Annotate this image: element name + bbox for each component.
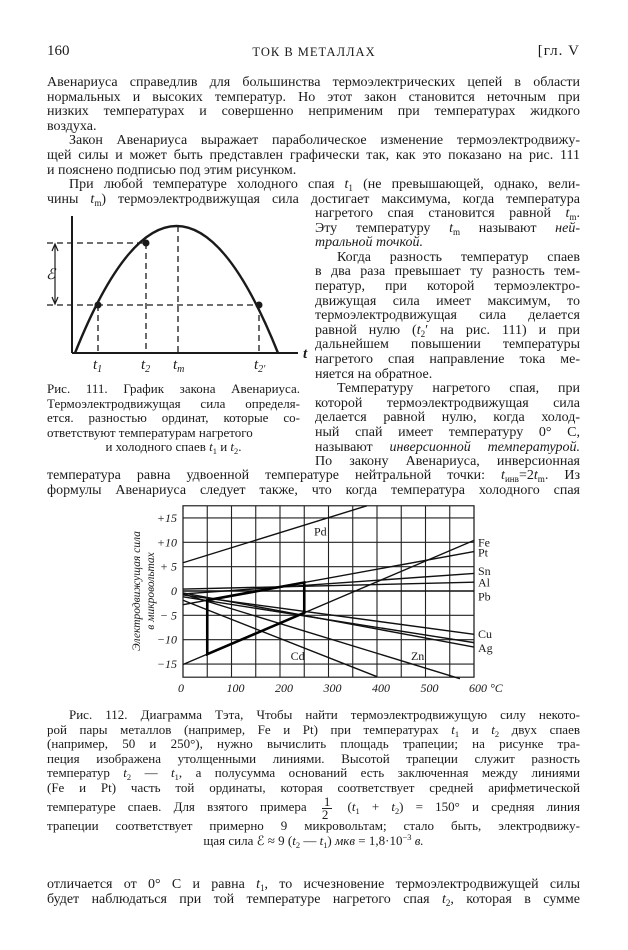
text-line: Когда разность температур спаев xyxy=(337,249,580,265)
text-line: ется. разностью ординат, которые со- xyxy=(47,410,300,425)
text-line: равной нулю ($t_2'$ на рис. 111) и при xyxy=(315,322,581,339)
text-line: термоэлектродвижущая сила делается xyxy=(315,308,580,324)
figure-112-thomson-diagram xyxy=(110,495,510,700)
text-line: температура равна удвоенной температуре нейтральной точки: $t_{инв}=2t_m$. Из xyxy=(47,468,581,484)
italic-text: t xyxy=(344,177,349,193)
subscript: 2 xyxy=(234,446,239,456)
subscript: 1 xyxy=(348,183,353,194)
series-label-pd: Pd xyxy=(313,524,327,539)
text-line: движущая сила имеет максимум, то xyxy=(315,293,580,309)
italic-text: мкв xyxy=(335,832,356,848)
text-line: Температуру нагретого спая, при xyxy=(337,381,580,397)
subscript: 1 xyxy=(454,728,460,739)
italic-text: t xyxy=(491,721,495,737)
y-tick-label: −15 xyxy=(156,657,177,672)
italic-text: t xyxy=(123,765,127,780)
text-block-middle xyxy=(47,469,580,498)
subscript: m xyxy=(569,212,577,222)
italic-text: t xyxy=(565,206,570,221)
italic-text: t xyxy=(533,468,538,483)
series-label-sn: Sn xyxy=(478,564,491,579)
italic-text: инверсионной температурой. xyxy=(389,439,580,455)
x-tick-label: 600 °C xyxy=(469,681,503,695)
text-line: и пояснено подписью под этим рисунком. xyxy=(47,162,297,178)
text-line: делается равной нулю, когда холод- xyxy=(315,410,580,426)
subscript: 2 xyxy=(126,772,132,782)
italic-text: тральной точкой. xyxy=(315,235,423,251)
italic-text: ней- xyxy=(555,220,580,236)
series-label-fe: Fe xyxy=(478,535,490,550)
series-label-zn: Zn xyxy=(410,648,425,663)
italic-text: t xyxy=(230,439,235,454)
italic-text: t xyxy=(416,322,421,338)
series-line-pd xyxy=(183,506,367,563)
tick-label-t4: $t_{2'}$ xyxy=(254,357,266,375)
chapter-reference: [гл. V xyxy=(537,43,580,59)
subscript: 1 xyxy=(323,839,328,850)
caption-text: $(t_1 + t_2) = 150^\circ$ и средняя линия xyxy=(347,799,580,816)
page-number: 160 xyxy=(47,43,70,59)
italic-text: t xyxy=(90,191,95,207)
text-block-bottom xyxy=(47,878,580,907)
text-line: отличается от 0° С и равна $t_1$, то исчезновение термоэлектродвижущей силы xyxy=(47,877,580,893)
subscript: 1 xyxy=(212,446,217,456)
subscript: инв xyxy=(504,474,519,484)
text-line: чины $t_m$) термоэлектродвижущая сила достигает максимума, когда температура xyxy=(47,191,580,208)
running-title: ТОК В МЕТАЛЛАХ xyxy=(252,45,376,59)
caption-line: и холодного спаев $t_1$ и $t_2$. xyxy=(105,439,242,456)
subscript: 1 xyxy=(174,772,179,782)
italic-text: t xyxy=(391,799,395,814)
text-line: щей силы и может быть представлен графически так, как это показано на рис. 111 xyxy=(47,147,580,163)
y-tick-label: +15 xyxy=(156,510,177,525)
x-tick-label: 500 xyxy=(420,681,439,695)
text-line: нагретого спая становится равной $t_m$. xyxy=(315,206,580,222)
caption-formula: щая сила ℰ ≈ 9 ($t_2$ — $t_1$) мкв = $1,8\cdot 10^{-3}$ в. xyxy=(203,831,424,850)
italic-text: t xyxy=(449,220,453,236)
italic-text: t xyxy=(351,799,356,814)
dashed-guides xyxy=(47,226,259,353)
text-line: ный спай имеет температуру 0° С, xyxy=(315,424,580,440)
fraction-denominator: 2 xyxy=(321,806,329,822)
fraction xyxy=(321,793,333,822)
subscript: m xyxy=(452,226,461,237)
fraction-numerator: 1 xyxy=(323,793,331,809)
x-tick-label: 200 xyxy=(275,681,293,695)
text-line: Рис. 111. График закона Авенариуса. xyxy=(47,381,300,396)
text-line: Термоэлектродвижущая сила определя- xyxy=(47,395,300,411)
caption-text: температуре спаев. Для взятого примера xyxy=(47,799,307,814)
text-line: низких температурах и совершенно неприменим при температурах жидкого xyxy=(47,104,580,120)
series-label-cd: Cd xyxy=(290,648,305,663)
text-line xyxy=(315,236,580,251)
x-tick-label: 100 xyxy=(226,681,245,695)
point-t2 xyxy=(143,240,150,247)
x-tick-label: 300 xyxy=(323,681,342,695)
tick-label-t1: $t_1$ xyxy=(93,357,103,375)
text-line: Закон Авенариуса выражает параболическое изменение термоэлектродвижу- xyxy=(69,133,580,149)
italic-text: t xyxy=(441,891,446,907)
figure-111-caption xyxy=(47,382,300,440)
point-t1 xyxy=(95,302,102,309)
caption-line: трапеции соответствует примерно 9 микровольтам; стало быть, электродвижу- xyxy=(47,818,580,833)
italic-text: t xyxy=(501,468,505,483)
text-line: Рис. 112. Диаграмма Тэта, Чтобы найти термоэлектродвижущую силу некото- xyxy=(69,707,580,722)
italic-text: t xyxy=(256,877,260,892)
italic-text: t xyxy=(171,765,175,780)
italic-text: t xyxy=(451,721,455,737)
caption-fraction-line xyxy=(47,793,580,822)
subscript: m xyxy=(537,474,545,484)
point-t2-prime xyxy=(256,302,263,309)
y-tick-label: 0 xyxy=(171,584,177,598)
text-line: в два раза превышает ту разность тем- xyxy=(315,264,580,280)
figure-111-caption-last-line xyxy=(47,440,300,455)
subscript: 2 xyxy=(295,839,301,850)
text-line: (например, 50 и 250°), нужно вычислить площадь трапеции; на рисунке тра- xyxy=(47,736,580,751)
tick-label-t3: $t_m$ xyxy=(173,357,185,375)
subscript: 2 xyxy=(445,897,451,908)
subscript: 2 xyxy=(494,728,500,739)
subscript: 1 xyxy=(355,806,360,816)
x-tick-label: 0 xyxy=(178,681,184,695)
series-label-pt: Pt xyxy=(478,545,489,560)
parabola-curve xyxy=(75,226,278,353)
series-label-cu: Cu xyxy=(478,626,493,641)
italic-text: в. xyxy=(414,832,424,848)
figure-111-avenarius-graph xyxy=(0,197,320,380)
superscript: −3 xyxy=(402,831,412,842)
text-line: (Fe и Pt) часть той ординаты, которая соответствует средней арифметической xyxy=(47,779,580,795)
text-line: рой пары металлов (например, Fe и Pt) при температурах $t_1$ и $t_2$ двух спаев xyxy=(47,721,580,739)
text-line: При любой температуре холодного спая $t_1$ (не превышающей, однако, вели- xyxy=(69,177,580,194)
italic-text: t xyxy=(292,832,296,848)
text-line: воздуха. xyxy=(47,118,97,134)
text-line: формулы Авенариуса следует также, что когда температура холодного спая xyxy=(47,482,580,498)
text-line: По закону Авенариуса, инверсионная xyxy=(315,454,580,470)
x-tick-label: 400 xyxy=(372,681,390,695)
caption-lines xyxy=(47,708,580,795)
tick-label-t2: $t_2$ xyxy=(141,357,151,375)
emf-label: ℰ xyxy=(46,267,56,283)
y-tick-label: −10 xyxy=(156,632,177,647)
text-line: нагретого спая направление тока ме- xyxy=(315,351,580,367)
italic-text: t xyxy=(209,439,213,454)
subscript: 1 xyxy=(259,883,265,893)
figure-112-caption xyxy=(47,708,580,848)
text-line: пеция изображена утолщенными линиями. Высотой трапеции служит разность xyxy=(47,750,580,766)
text-line: называют инверсионной температурой. xyxy=(315,439,580,455)
text-block-top xyxy=(47,76,580,207)
subscript: 2 xyxy=(394,806,400,816)
text-line: Авенариуса справедлив для большинства термоэлектрических цепей в области xyxy=(47,75,580,90)
series-label-pb: Pb xyxy=(478,589,491,604)
y-tick-label: − 5 xyxy=(159,608,177,623)
text-line: няется на обратное. xyxy=(315,366,433,382)
text-line: ответствуют температурам нагретого xyxy=(47,424,253,440)
text-line: дальнейшем повышении температуры xyxy=(315,337,580,353)
t-axis-label: t xyxy=(303,346,308,362)
subscript: 2 xyxy=(420,328,426,339)
series-label-ag: Ag xyxy=(478,640,493,655)
text-block-right-column xyxy=(315,207,580,470)
y-tick-label: +10 xyxy=(156,535,177,550)
subscript: m xyxy=(94,197,102,208)
italic-text: t xyxy=(319,832,324,848)
text-line: ператур, при которой термоэлектро- xyxy=(315,278,580,294)
text-line: нормальных и высоких температур. Но этот закон становится неточным при xyxy=(47,89,580,105)
y-axis-label: в микровольтах xyxy=(145,552,157,630)
text-line: будет наблюдаться при той температуре нагретого спая $t_2$, которая в сумме xyxy=(47,891,580,908)
text-line: Эту температуру $t_m$ называют ней- xyxy=(315,220,580,237)
y-tick-label: + 5 xyxy=(159,559,177,574)
text-line: температур $t_2$ — $t_1$, а полусумма оснований есть заключенная между линиями xyxy=(47,765,580,782)
text-line: которой термоэлектродвижущая сила xyxy=(315,395,580,411)
y-axis-label: Электродвижущая сила xyxy=(131,531,143,651)
series-label-al: Al xyxy=(478,575,490,590)
